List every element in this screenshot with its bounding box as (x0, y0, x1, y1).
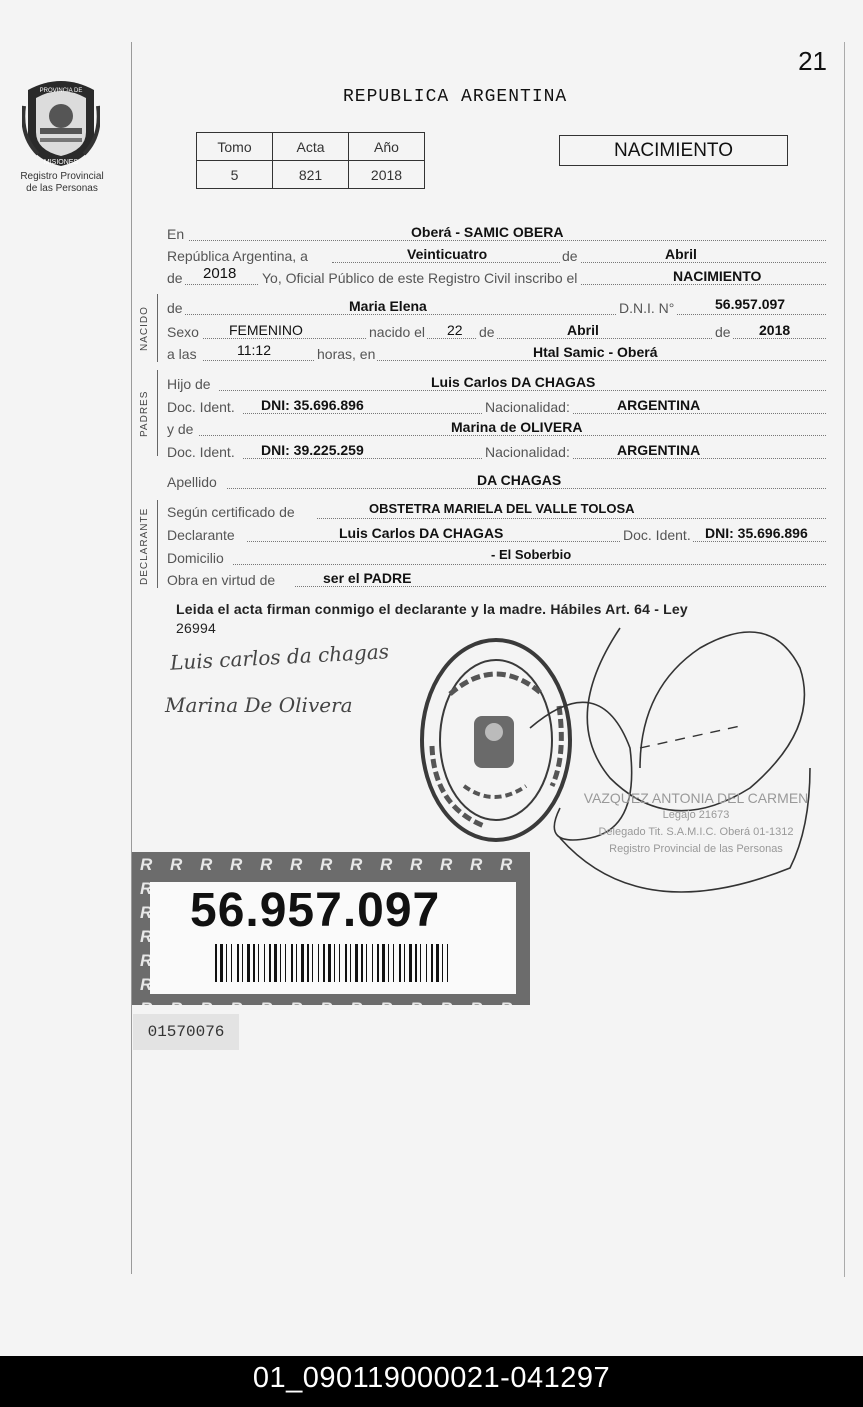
left-margin-line (131, 42, 132, 1274)
registry-label-line2: de las Personas (26, 183, 98, 194)
padre-nac-label: Nacionalidad: (485, 399, 570, 415)
nacido-anio: 2018 (759, 322, 791, 338)
official-registry: Registro Provincial de las Personas (609, 843, 783, 855)
record-meta-table (196, 132, 425, 189)
barcode-bar (301, 944, 304, 982)
barcode-bar (415, 944, 417, 982)
hijo-label: Hijo de (167, 376, 211, 392)
barcode-bar (291, 944, 293, 982)
decl-label: Declarante (167, 527, 235, 543)
barcode-bar (269, 944, 271, 982)
nacido-hora: 11:12 (237, 342, 271, 358)
madre-nombre: Marina de OLIVERA (451, 419, 583, 435)
nacido-de3-label: de (715, 324, 731, 340)
apellido-value: DA CHAGAS (477, 472, 562, 488)
barcode-bar (377, 944, 379, 982)
barcode-bar (388, 944, 389, 982)
page-number: 21 (798, 46, 827, 76)
line-obra (167, 568, 826, 590)
official-role: Delegado Tit. S.A.M.I.C. Oberá 01-1312 (598, 826, 794, 838)
barcode-bar (231, 944, 232, 982)
line-nacido-hora (167, 342, 826, 364)
madre-nac-label: Nacionalidad: (485, 444, 570, 460)
dom-label: Domicilio (167, 550, 224, 566)
official-name: VAZQUEZ ANTONIA DEL CARMEN (583, 790, 809, 806)
line-padre (167, 372, 826, 394)
signature-father: Luis carlos da chagas (169, 639, 390, 675)
padre-nac: ARGENTINA (617, 397, 701, 413)
nacido-dni: 56.957.097 (715, 296, 786, 312)
meta-header-row (197, 133, 425, 161)
cert-label: Según certificado de (167, 504, 295, 520)
barcode-bar (420, 944, 421, 982)
line-nacido-nombre (167, 296, 826, 318)
barcode-bar (339, 944, 340, 982)
barcode-icon (215, 944, 455, 982)
barcode-bar (382, 944, 385, 982)
nacido-dia: 22 (447, 322, 463, 338)
barcode-bar (355, 944, 358, 982)
barcode-bar (361, 944, 363, 982)
serial-number: 01570076 (133, 1014, 239, 1050)
meta-value-tomo: 5 (197, 161, 273, 189)
meta-header-acta: Acta (273, 133, 349, 161)
official-legajo: Legajo 21673 (662, 809, 730, 821)
madre-doc: DNI: 39.225.259 (261, 442, 364, 458)
meta-value-row (197, 161, 425, 189)
closing-text-line: Leida el acta firman conmigo el declarante y la madre. Hábiles Art. 64 - Ley (176, 601, 688, 617)
official-signature (520, 608, 820, 908)
dom-value: - El Soberbio (491, 547, 572, 562)
barcode-bar (426, 944, 427, 982)
barcode-bar (334, 944, 335, 982)
oficial-text: Yo, Oficial Público de este Registro Civil inscribo el (259, 270, 580, 286)
republica-label: República Argentina, a (167, 248, 308, 264)
barcode-bar (220, 944, 223, 982)
padre-nombre: Luis Carlos DA CHAGAS (431, 374, 596, 390)
de2-label: de (167, 270, 183, 286)
line-en (167, 222, 826, 244)
barcode-bar (409, 944, 412, 982)
barcode-bar (307, 944, 309, 982)
line-declarante (167, 523, 826, 545)
meta-header-tomo: Tomo (197, 133, 273, 161)
barcode-bar (431, 944, 433, 982)
madre-doc-label: Doc. Ident. (167, 444, 235, 460)
madre-nac: ARGENTINA (617, 442, 701, 458)
sexo-value: FEMENINO (229, 322, 303, 338)
line-nacido-sexo (167, 320, 826, 342)
barcode-bar (226, 944, 227, 982)
footer-code: 01_090119000021-041297 (0, 1356, 863, 1407)
dia-value: Veinticuatro (407, 246, 488, 262)
line-domicilio (167, 546, 826, 568)
barcode-bar (442, 944, 443, 982)
barcode-bar (215, 944, 217, 982)
barcode-bar (280, 944, 281, 982)
horas-label: horas, en (317, 346, 376, 362)
barcode-bar (296, 944, 297, 982)
line-madre-doc (167, 440, 826, 462)
mes-value: Abril (665, 246, 697, 262)
decl-doc-label: Doc. Ident. (623, 527, 691, 543)
dni-label: D.N.I. N° (619, 300, 675, 316)
decl-value: Luis Carlos DA CHAGAS (339, 525, 504, 541)
barcode-bar (447, 944, 448, 982)
line-certificado (167, 500, 826, 522)
nacido-mes: Abril (567, 322, 599, 338)
right-margin-line (844, 42, 845, 1277)
padres-side-label: PADRES (139, 390, 150, 437)
dni-number: 56.957.097 (190, 884, 441, 937)
obra-value: ser el PADRE (323, 570, 412, 586)
nacido-lugar: Htal Samic - Oberá (533, 344, 658, 360)
barcode-bar (366, 944, 367, 982)
yde-label: y de (167, 421, 194, 437)
barcode-bar (247, 944, 250, 982)
barcode-bar (285, 944, 286, 982)
barcode-bar (242, 944, 243, 982)
record-type-box: NACIMIENTO (559, 135, 788, 166)
barcode-bar (404, 944, 405, 982)
nacido-el-label: nacido el (369, 324, 426, 340)
barcode-bar (253, 944, 255, 982)
line-republica (167, 244, 826, 266)
barcode-bar (436, 944, 439, 982)
en-value: Oberá - SAMIC OBERA (411, 224, 564, 240)
official-stamp-text (576, 790, 816, 858)
registry-label-line1: Registro Provincial (20, 171, 104, 182)
barcode-bar (323, 944, 325, 982)
tipo-value: NACIMIENTO (673, 268, 762, 284)
line-padre-doc (167, 395, 826, 417)
barcode-bar (264, 944, 265, 982)
document-title: REPUBLICA ARGENTINA (343, 87, 568, 107)
obra-label: Obra en virtud de (167, 572, 276, 588)
nacido-nombre: Maria Elena (349, 298, 427, 314)
apellido-label: Apellido (167, 474, 217, 490)
nacido-de2-label: de (479, 324, 495, 340)
meta-value-anio: 2018 (349, 161, 425, 189)
coat-of-arms-icon (22, 76, 100, 168)
barcode-bar (318, 944, 319, 982)
padre-doc-label: Doc. Ident. (167, 399, 235, 415)
crest-top-text: PROVINCIA DE (39, 88, 83, 94)
barcode-bar (345, 944, 347, 982)
barcode-bar (399, 944, 401, 982)
crest-bottom-text: MISIONES (43, 159, 79, 166)
en-label: En (167, 226, 185, 242)
meta-header-anio: Año (349, 133, 425, 161)
barcode-bar (350, 944, 351, 982)
padre-doc: DNI: 35.696.896 (261, 397, 364, 413)
sexo-label: Sexo (167, 324, 199, 340)
line-oficial (167, 266, 826, 288)
alas-label: a las (167, 346, 197, 362)
barcode-bar (393, 944, 394, 982)
barcode-bar (274, 944, 277, 982)
signature-mother: Marina De Olivera (165, 693, 353, 717)
barcode-bar (328, 944, 331, 982)
nacido-de-label: de (167, 300, 183, 316)
anio-value: 2018 (203, 265, 237, 282)
barcode-bar (237, 944, 239, 982)
closing-ley: 26994 (176, 620, 216, 636)
line-apellido (167, 470, 826, 492)
line-madre (167, 417, 826, 439)
barcode-bar (258, 944, 259, 982)
barcode-bar (312, 944, 313, 982)
decl-doc: DNI: 35.696.896 (705, 525, 808, 541)
cert-value: OBSTETRA MARIELA DEL VALLE TOLOSA (369, 501, 635, 516)
registry-label (6, 171, 118, 195)
de-label: de (562, 248, 578, 264)
meta-value-acta: 821 (273, 161, 349, 189)
nacido-side-label: NACIDO (139, 306, 150, 351)
barcode-bar (372, 944, 373, 982)
declarante-side-label: DECLARANTE (139, 507, 150, 585)
